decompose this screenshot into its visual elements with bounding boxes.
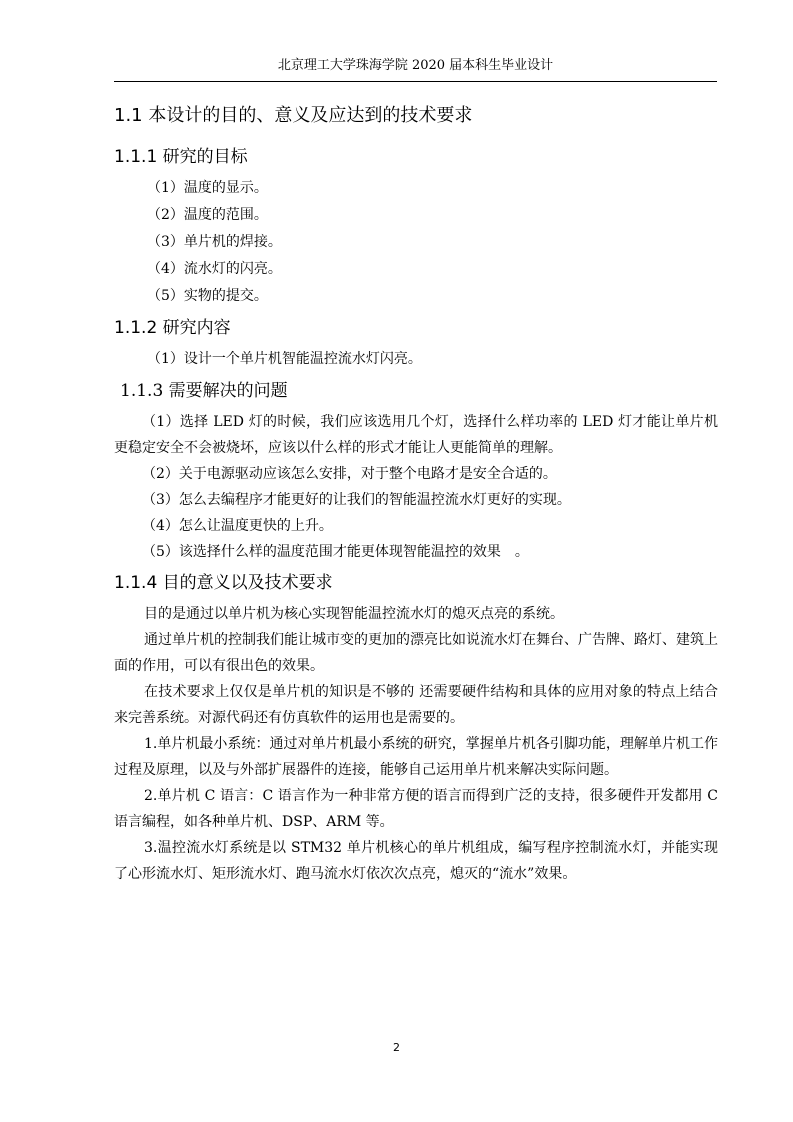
section-heading: 1.1 本设计的目的、意义及应达到的技术要求 — [114, 105, 473, 126]
list-research-goals — [114, 175, 718, 310]
list-item: （1）温度的显示。 — [147, 180, 268, 196]
paragraph: （2）关于电源驱动应该怎么安排，对于整个电路才是安全合适的。 — [142, 466, 557, 482]
page-header: 北京理工大学珠海学院 2020 届本科生毕业设计 — [277, 58, 554, 73]
list-item: （5）实物的提交。 — [147, 288, 268, 304]
subsection-heading-1-1-2: 1.1.2 研究内容 — [114, 318, 231, 338]
paragraph: （1）选择 LED 灯的时候，我们应该选用几个灯，选择什么样功率的 LED 灯才能让单片机更稳定安全不会被烧坏，应该以什么样的形式才能让人更能简单的理解。 — [114, 414, 718, 456]
paragraph: 通过单片机的控制我们能让城市变的更加的漂亮比如说流水灯在舞台、广告牌、路灯、建筑上面的作用，可以有很出色的效果。 — [114, 632, 718, 674]
paragraph: （3）怎么去编程序才能更好的让我们的智能温控流水灯更好的实现。 — [142, 492, 571, 508]
subsection-heading-1-1-1: 1.1.1 研究的目标 — [114, 147, 248, 167]
list-research-content — [114, 346, 718, 373]
document-body — [114, 103, 718, 887]
purpose-paragraphs — [114, 601, 718, 887]
paragraph: （4）怎么让温度更快的上升。 — [142, 518, 333, 534]
list-item: （1）设计一个单片机智能温控流水灯闪亮。 — [147, 351, 422, 367]
paragraph: 在技术要求上仅仅是单片机的知识是不够的 还需要硬件结构和具体的应用对象的特点上结合来完善系统。对源代码还有仿真软件的运用也是需要的。 — [114, 684, 718, 726]
paragraph: 2.单片机 C 语言：C 语言作为一种非常方便的语言而得到广泛的支持，很多硬件开发都用 C 语言编程，如各种单片机、DSP、ARM 等。 — [114, 788, 718, 830]
page-number: 2 — [393, 1041, 400, 1054]
subsection-heading-1-1-3: 1.1.3 需要解决的问题 — [120, 381, 288, 401]
header-divider — [114, 81, 717, 82]
problems-paragraphs — [114, 409, 718, 565]
paragraph: 3.温控流水灯系统是以 STM32 单片机核心的单片机组成，编写程序控制流水灯，并能实现了心形流水灯、矩形流水灯、跑马流水灯依次次点亮，熄灭的“流水”效果。 — [114, 840, 718, 882]
list-item: （4）流水灯的闪亮。 — [147, 261, 282, 277]
subsection-heading-1-1-4: 1.1.4 目的意义以及技术要求 — [114, 573, 333, 593]
list-item: （3）单片机的焊接。 — [147, 234, 282, 250]
paragraph: （5）该选择什么样的温度范围才能更体现智能温控的效果 。 — [142, 544, 529, 560]
paragraph: 1.单片机最小系统：通过对单片机最小系统的研究，掌握单片机各引脚功能，理解单片机工作过程及原理，以及与外部扩展器件的连接，能够自己运用单片机来解决实际问题。 — [114, 736, 718, 778]
paragraph: 目的是通过以单片机为核心实现智能温控流水灯的熄灭点亮的系统。 — [144, 606, 564, 622]
list-item: （2）温度的范围。 — [147, 207, 268, 223]
